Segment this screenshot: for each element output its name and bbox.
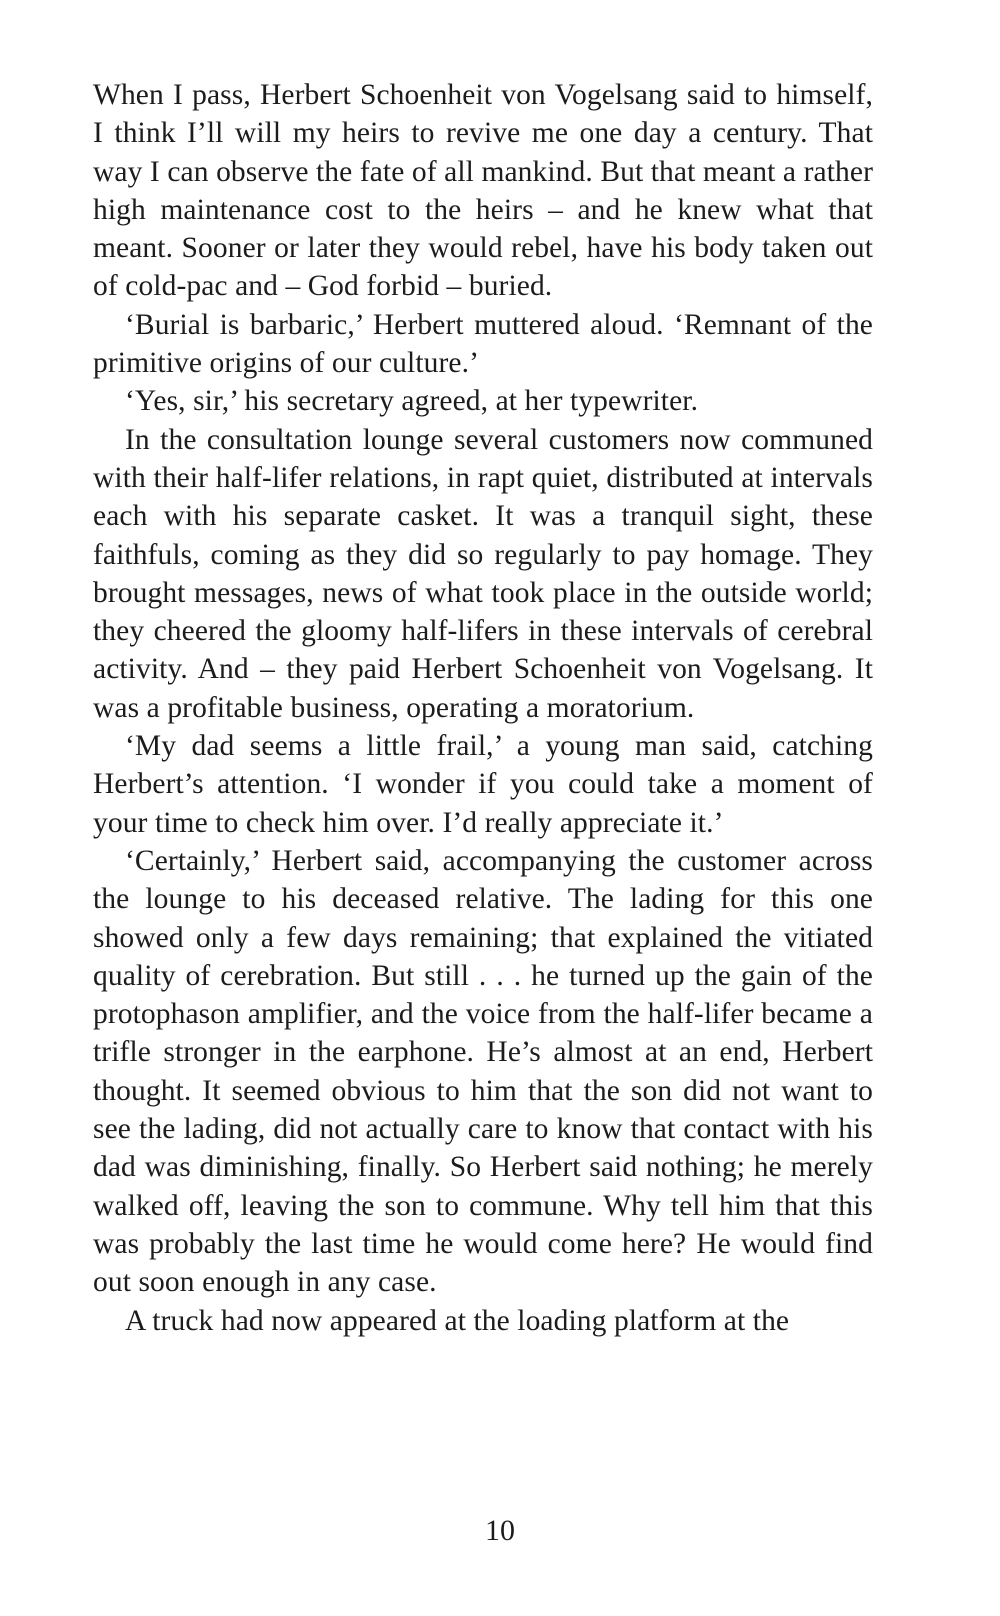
paragraph-truck-arrival: A truck had now appeared at the loading platform at the xyxy=(125,1304,790,1337)
paragraph-opening: When I pass, Herbert Schoenheit von Vogelsang said to himself, I think I’ll will my heirs to revive me one day a century. That way I can observe the fate of all mankind. But that meant a rather high maintenance cost to the heirs – and he knew what that meant. Sooner or later they would rebel, have his body taken out of cold-pac and – God forbid – buried. xyxy=(93,79,873,303)
paragraph-burial-remark: ‘Burial is barbaric,’ Herbert muttered aloud. ‘Remnant of the primitive origins of our culture.’ xyxy=(93,308,873,380)
paragraph-secretary-reply: ‘Yes, sir,’ his secretary agreed, at her typewriter. xyxy=(125,385,699,418)
page-number: 10 xyxy=(485,1514,515,1547)
paragraph-consultation-lounge: In the consultation lounge several customers now communed with their half-lifer relations, in rapt quiet, distributed at intervals each with his separate casket. It was a tranquil sight, these faithfuls, coming as they did so regularly to pay homage. They brought messages, news of what took place in the outside world; they cheered the gloomy half-lifers in these intervals of cerebral activity. And – they paid Herbert Schoenheit von Vogelsang. It was a profitable business, operating a moratorium. xyxy=(93,423,873,724)
body-text xyxy=(93,76,873,1340)
paragraph-young-man-request: ‘My dad seems a little frail,’ a young man said, catching Herbert’s attention. ‘I wonder if you could take a moment of your time to check him over. I’d really appreciate it.’ xyxy=(93,730,873,839)
paragraph-herbert-checks: ‘Certainly,’ Herbert said, accompanying the customer across the lounge to his deceased relative. The lading for this one showed only a few days remaining; that explained the vitiated quality of cerebration. But still . . . he turned up the gain of the protophason amplifier, and the voice from the half-lifer became a trifle stronger in the earphone. He’s almost at an end, Herbert thought. It seemed obvious to him that the son did not want to see the lading, did not actually care to know that contact with his dad was diminishing, finally. So Herbert said nothing; he merely walked off, leaving the son to commune. Why tell him that this was probably the last time he would come here? He would find out soon enough in any case. xyxy=(93,844,873,1299)
